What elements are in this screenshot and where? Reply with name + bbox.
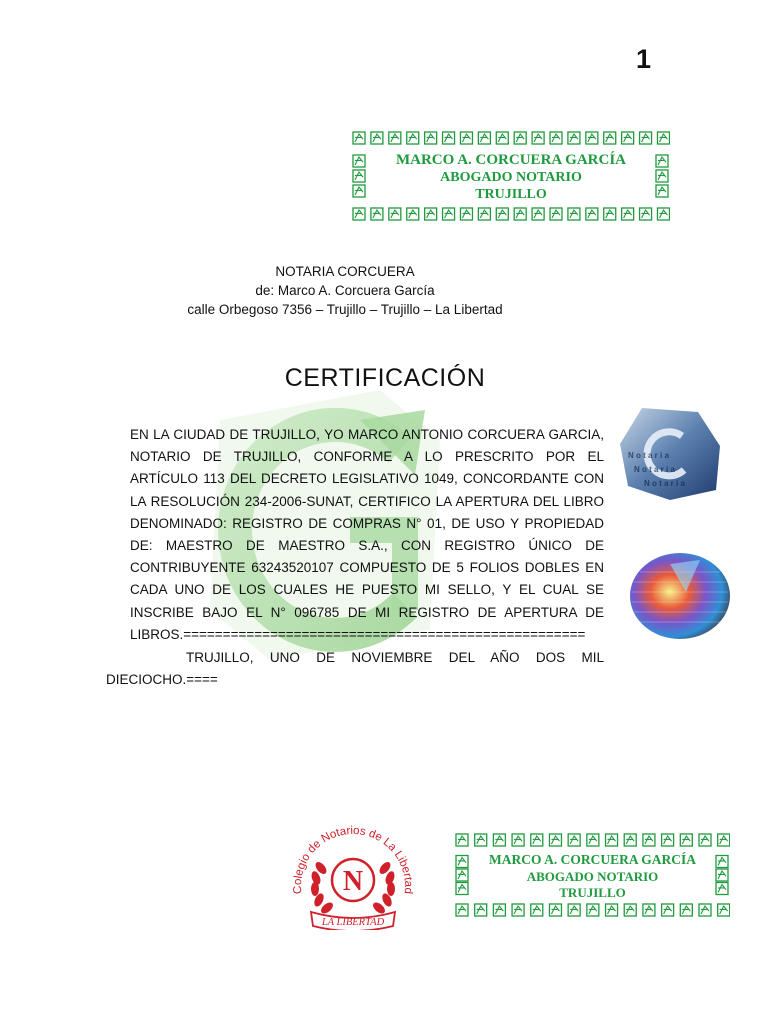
stamp-name: MARCO A. CORCUERA GARCÍA [488,852,696,867]
hologram-disc-icon [630,552,730,640]
svg-text:N o t a r i a: N o t a r i a [628,451,669,460]
stamp-title: ABOGADO NOTARIO [440,170,582,185]
hologram-seal-icon [620,408,720,500]
svg-text:N o t a r i a: N o t a r i a [644,479,685,488]
stamp-name: MARCO A. CORCUERA GARCÍA [395,152,626,168]
date-line: TRUJILLO, UNO DE NOVIEMBRE DEL AÑO DOS MIL DIECIOCHO.==== [106,650,604,687]
college-notaries-seal-icon [283,820,423,930]
svg-text:N o t a r i a: N o t a r i a [634,465,675,474]
notary-person: de: Marco A. Corcuera García [255,283,435,298]
seal-letter: N [342,866,364,897]
notary-office-name: NOTARIA CORCUERA [275,264,415,279]
stamp-title: ABOGADO NOTARIO [526,869,659,884]
stamp-city: TRUJILLO [559,885,626,900]
notary-address: calle Orbegoso 7356 – Trujillo – Trujillo – La Libertad [187,302,503,317]
certification-date [106,647,604,691]
seal-arc-text: Colegio de Notarios de La Libertad [291,824,415,895]
notary-stamp-bottom [455,832,730,918]
document-title: CERTIFICACIÓN [284,364,486,392]
notary-stamp-top [352,130,670,222]
stamp-city: TRUJILLO [475,187,547,202]
certification-body: EN LA CIUDAD DE TRUJILLO, YO MARCO ANTONIO CORCUERA GARCIA, NOTARIO DE TRUJILLO, CONFORME A LO PRESCRITO POR EL ARTÍCULO 113 DEL DECRETO LEGISLATIVO 1049, CONCORDANTE CON LA RESOLUCIÓN 234-2006-SUNAT, CERTIFICO LA APERTURA DEL LIBRO DENOMINADO: REGISTRO DE COMPRAS N° 01, DE USO Y PROPIEDAD DE: MAESTRO DE MAESTRO S.A., CON REGISTRO ÚNICO DE CONTRIBUYENTE 63243520107 COMPUESTO DE 5 FOLIOS DOBLES EN CADA UNO DE LOS CUALES HE PUESTO MI SELLO, Y EL CUAL SE INSCRIBE BAJO EL N° 096785 DE MI REGISTRO DE APERTURA DE LIBROS.=================================================== [130,427,604,642]
page-number: 1 [636,44,652,74]
notary-header [180,262,510,319]
seal-ribbon-text: LA LIBERTAD [321,917,385,928]
